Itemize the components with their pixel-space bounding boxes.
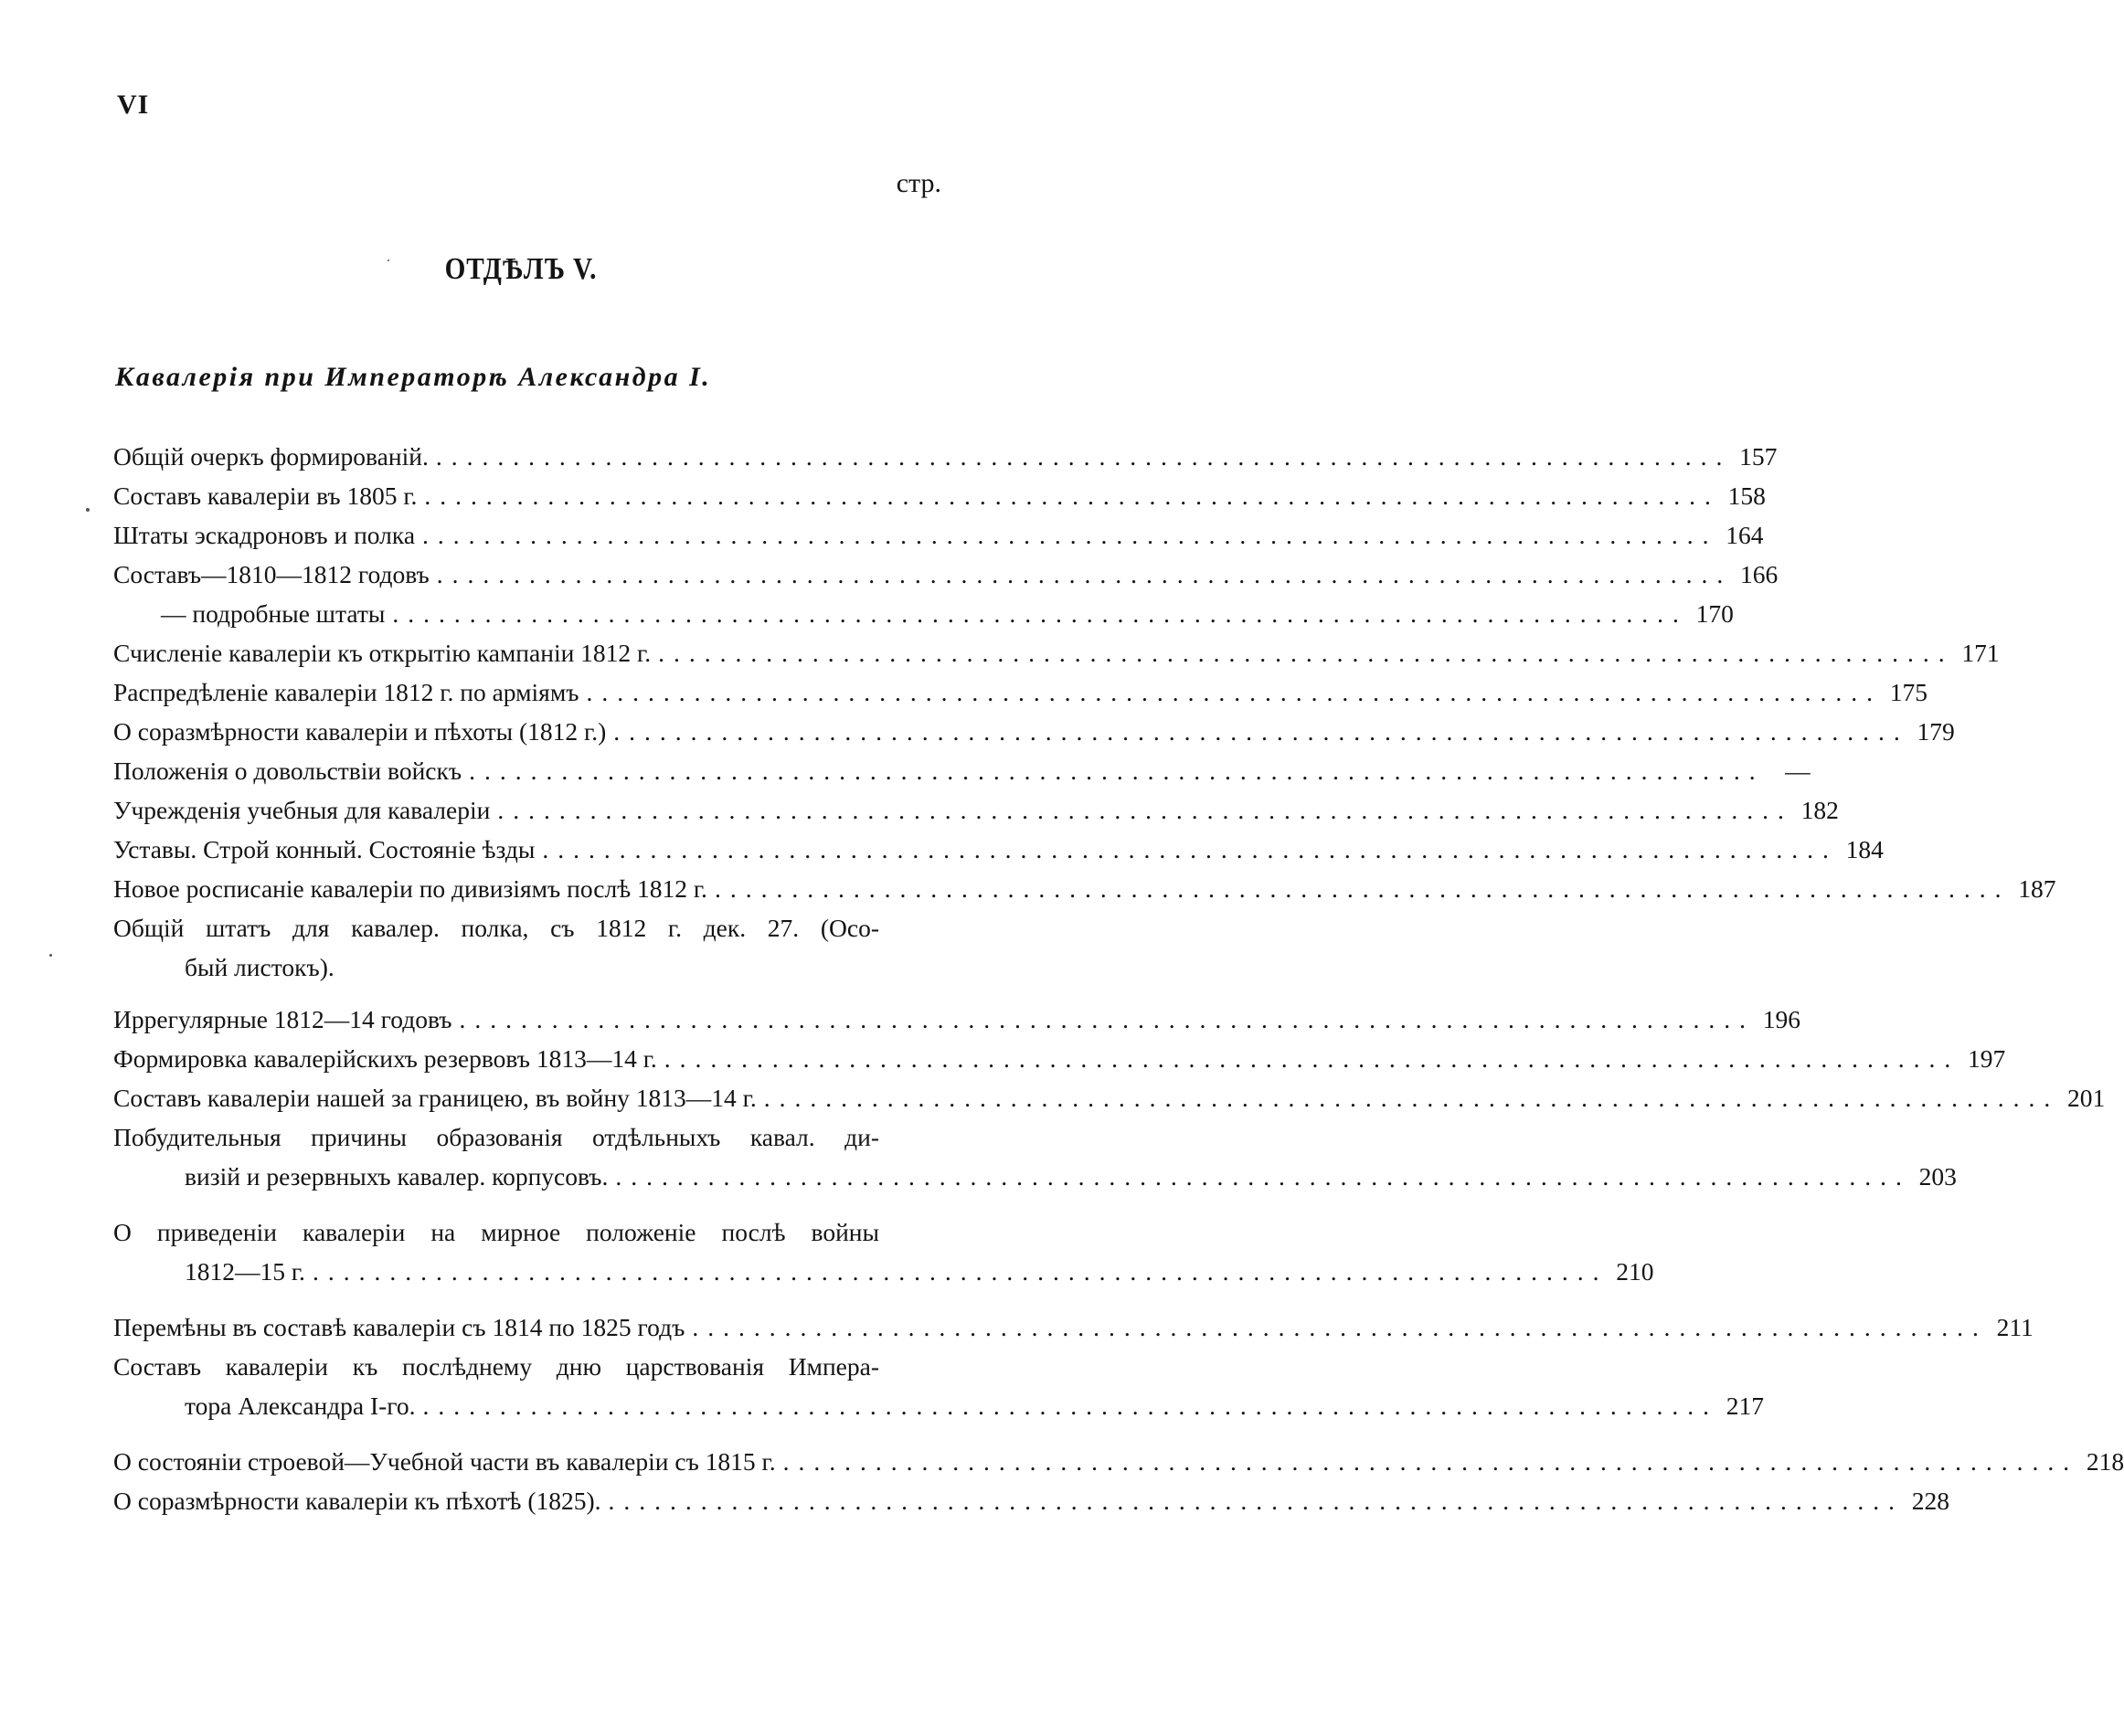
toc-entry bbox=[113, 1252, 1654, 1291]
toc-entry-title: Составъ—1810—1812 годовъ bbox=[113, 560, 430, 588]
toc-entry bbox=[113, 1039, 2006, 1078]
toc-entry-title-line: Составъ кавалеріи къ послѣднему дню царствованія Импера- bbox=[113, 1352, 879, 1381]
section-title: ОТДѢЛЪ V. bbox=[444, 252, 598, 286]
dot-leader: .................................................................................... bbox=[714, 874, 2011, 903]
toc-entry bbox=[113, 830, 1884, 869]
toc-entry bbox=[113, 869, 2056, 908]
toc-entry-page: 187 bbox=[2018, 874, 2056, 903]
dot-leader: .................................................................................... bbox=[424, 482, 1720, 510]
toc-entry bbox=[113, 1481, 1950, 1520]
dot-leader: .................................................................................... bbox=[435, 442, 1732, 471]
toc-entry-page: 182 bbox=[1800, 796, 1839, 824]
page-number: VI bbox=[117, 90, 150, 120]
toc-entry-page: 157 bbox=[1739, 442, 1778, 471]
toc-entry bbox=[113, 515, 1764, 555]
toc-entry bbox=[113, 437, 1778, 476]
toc-entry-title: Штаты эскадроновъ и полка bbox=[113, 521, 416, 549]
toc-entry bbox=[113, 476, 1766, 515]
toc-entry-title-continuation: визій и резервныхъ кавалер. корпусовъ. bbox=[185, 1162, 609, 1191]
toc-entry-title: Составъ кавалеріи въ 1805 г. bbox=[113, 482, 418, 510]
toc-entry bbox=[113, 672, 1928, 712]
dot-leader: .................................................................................... bbox=[586, 678, 1882, 706]
print-speck bbox=[388, 259, 389, 261]
dot-leader: .................................................................................... bbox=[782, 1447, 2079, 1476]
toc-entry-title-continuation: 1812—15 г. bbox=[185, 1257, 305, 1286]
toc-entry bbox=[113, 1157, 1957, 1196]
toc-entry-title-line: О приведеніи кавалеріи на мирное положеніе послѣ войны bbox=[113, 1218, 879, 1246]
toc-entry bbox=[113, 555, 1779, 594]
dot-leader: .................................................................................... bbox=[422, 521, 1718, 549]
toc-entry-page: 228 bbox=[1911, 1487, 1950, 1515]
toc-entry-page: 170 bbox=[1695, 599, 1734, 628]
print-speck bbox=[86, 508, 90, 512]
toc-entry-title: Положенія о довольствіи войскъ bbox=[113, 757, 462, 785]
toc-entry bbox=[113, 1442, 2124, 1481]
toc-entry bbox=[113, 1386, 1765, 1425]
toc-entry-title: Иррегулярные 1812—14 годовъ bbox=[113, 1005, 452, 1033]
toc-entry-page: 203 bbox=[1918, 1162, 1957, 1191]
toc-entry-page: 166 bbox=[1740, 560, 1779, 588]
toc-entry-title-line: Побудительныя причины образованія отдѣльныхъ кавал. ди- bbox=[113, 1123, 879, 1151]
dot-leader: .................................................................................... bbox=[459, 1005, 1755, 1033]
dot-leader: .................................................................................... bbox=[608, 1487, 1905, 1515]
toc-entry-page: 171 bbox=[1961, 639, 2000, 667]
toc-entry-page: 179 bbox=[1917, 717, 1955, 746]
toc-entry-page: 196 bbox=[1762, 1005, 1800, 1033]
dot-leader: .................................................................................... bbox=[615, 1162, 1911, 1191]
toc-entry bbox=[113, 1078, 2106, 1117]
toc-entry bbox=[113, 1000, 1800, 1039]
dot-leader: .................................................................................... bbox=[312, 1257, 1609, 1286]
dot-leader: .................................................................................... bbox=[422, 1392, 1719, 1420]
toc-entry bbox=[113, 633, 2000, 672]
toc-entry-title: Учрежденія учебныя для кавалеріи bbox=[113, 796, 491, 824]
toc-entry-page: 218 bbox=[2086, 1447, 2124, 1476]
toc-entry-page: 175 bbox=[1889, 678, 1928, 706]
dot-leader: .................................................................................... bbox=[664, 1044, 1960, 1073]
print-speck bbox=[49, 954, 52, 957]
toc-entry-title: Уставы. Строй конный. Состояніе ѣзды bbox=[113, 835, 536, 863]
toc-entry-title: Новое росписаніе кавалеріи по дивизіямъ послѣ 1812 г. bbox=[113, 874, 707, 903]
toc-entry-title: О состояніи строевой—Учебной части въ кавалеріи съ 1815 г. bbox=[113, 1447, 776, 1476]
dot-leader: .................................................................................... bbox=[436, 560, 1733, 588]
toc-entry bbox=[113, 790, 1839, 830]
dot-leader: .................................................................................... bbox=[392, 599, 1688, 628]
toc-entry-title-continuation: тора Александра I-го. bbox=[185, 1392, 416, 1420]
dot-leader: .................................................................................... bbox=[542, 835, 1838, 863]
dot-leader: .................................................................................... bbox=[692, 1313, 1988, 1341]
toc-entry-title: Распредѣленіе кавалеріи 1812 г. по арміямъ bbox=[113, 678, 579, 706]
toc-entry-page: 211 bbox=[1996, 1313, 2034, 1341]
dot-leader: .................................................................................... bbox=[469, 757, 1765, 785]
dot-leader: .................................................................................... bbox=[763, 1084, 2060, 1112]
toc-entry-title: Формировка кавалерійскихъ резервовъ 1813—14 г. bbox=[113, 1044, 657, 1073]
toc-entry bbox=[113, 751, 1811, 790]
toc-entry-title: Счисленіе кавалеріи къ открытію кампаніи 1812 г. bbox=[113, 639, 652, 667]
toc-entry bbox=[113, 712, 1955, 751]
toc-entry bbox=[113, 594, 1734, 633]
toc-entry-page: 210 bbox=[1616, 1257, 1654, 1286]
toc-entry-page: 197 bbox=[1968, 1044, 2006, 1073]
toc-entry-page: 164 bbox=[1726, 521, 1764, 549]
dot-leader: .................................................................................... bbox=[497, 796, 1793, 824]
toc-entry-title: — подробные штаты bbox=[161, 599, 386, 628]
section-subtitle: Кавалерія при Императорѣ Александра I. bbox=[115, 362, 712, 392]
dot-leader: .................................................................................... bbox=[658, 639, 1954, 667]
toc-entry bbox=[113, 1307, 2034, 1347]
table-of-contents bbox=[113, 437, 2124, 1520]
toc-entry-page: 158 bbox=[1727, 482, 1766, 510]
toc-entry-page: 217 bbox=[1726, 1392, 1765, 1420]
toc-entry-title-continuation: бый листокъ). bbox=[185, 953, 335, 981]
toc-entry-page: 184 bbox=[1845, 835, 1884, 863]
toc-entry-title-line: Общій штатъ для кавалер. полка, съ 1812 г. дек. 27. (Осо- bbox=[113, 914, 879, 942]
toc-entry-title: Составъ кавалеріи нашей за границею, въ войну 1813—14 г. bbox=[113, 1084, 757, 1112]
toc-entry-title: Общій очеркъ формированій. bbox=[113, 442, 429, 471]
dot-leader: .................................................................................... bbox=[613, 717, 1909, 746]
toc-entry-title: О соразмѣрности кавалеріи къ пѣхотѣ (1825). bbox=[113, 1487, 601, 1515]
page-column-header: стр. bbox=[896, 168, 941, 198]
toc-entry-page: 201 bbox=[2066, 1084, 2106, 1112]
toc-entry-page: — bbox=[1785, 757, 1811, 785]
toc-entry-title: Перемѣны въ составѣ кавалеріи съ 1814 по 1825 годъ bbox=[113, 1313, 685, 1341]
toc-entry-title: О соразмѣрности кавалеріи и пѣхоты (1812 г.) bbox=[113, 717, 607, 746]
